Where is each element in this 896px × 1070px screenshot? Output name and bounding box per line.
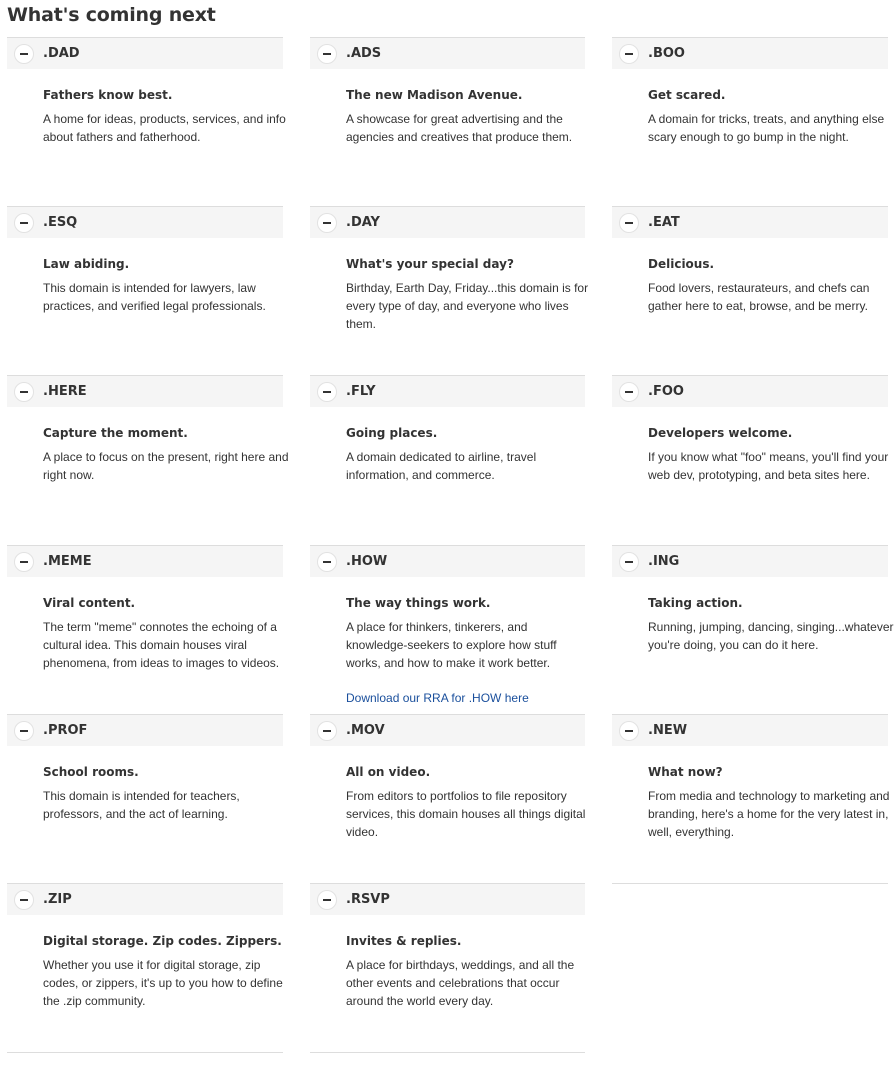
tld-card-boo bbox=[612, 37, 888, 207]
tld-description: Running, jumping, dancing, singing...whatever you're doing, you can do it here. bbox=[648, 620, 894, 652]
collapse-minus-icon[interactable] bbox=[317, 44, 337, 64]
tld-name: .ESQ bbox=[43, 215, 78, 230]
tld-name: .DAY bbox=[346, 215, 380, 230]
tld-description: This domain is intended for lawyers, law practices, and verified legal professionals. bbox=[43, 281, 266, 313]
tld-name: .MEME bbox=[43, 554, 92, 569]
card-header[interactable] bbox=[310, 37, 585, 69]
tld-tagline: Get scared. bbox=[648, 88, 726, 102]
tld-description: Food lovers, restaurateurs, and chefs can gather here to eat, browse, and be merry. bbox=[648, 281, 870, 313]
tld-description: A place to focus on the present, right here and right now. bbox=[43, 450, 289, 482]
collapse-minus-icon[interactable] bbox=[317, 890, 337, 910]
tld-description: If you know what "foo" means, you'll find your web dev, prototyping, and beta sites here. bbox=[648, 450, 889, 482]
collapse-minus-icon[interactable] bbox=[14, 213, 34, 233]
tld-tagline: Capture the moment. bbox=[43, 426, 188, 440]
card-header[interactable] bbox=[612, 37, 888, 69]
tld-description: A showcase for great advertising and the agencies and creatives that produce them. bbox=[346, 112, 573, 144]
tld-tagline: Fathers know best. bbox=[43, 88, 173, 102]
tld-tagline: Viral content. bbox=[43, 596, 136, 610]
tld-card-rsvp bbox=[310, 883, 585, 1053]
card-header[interactable] bbox=[310, 883, 585, 915]
card-header[interactable] bbox=[310, 375, 585, 407]
tld-name: .HERE bbox=[43, 384, 87, 399]
tld-tagline: The way things work. bbox=[346, 596, 491, 610]
card-header[interactable] bbox=[7, 206, 283, 238]
collapse-minus-icon[interactable] bbox=[619, 552, 639, 572]
tld-tagline: Law abiding. bbox=[43, 257, 130, 271]
download-rra-link[interactable]: Download our RRA for .HOW here bbox=[346, 691, 529, 705]
tld-tagline: What's your special day? bbox=[346, 257, 514, 271]
collapse-minus-icon[interactable] bbox=[619, 382, 639, 402]
collapse-minus-icon[interactable] bbox=[619, 44, 639, 64]
collapse-minus-icon[interactable] bbox=[619, 721, 639, 741]
tld-card-prof bbox=[7, 714, 283, 884]
tld-description: A home for ideas, products, services, and info about fathers and fatherhood. bbox=[43, 112, 286, 144]
tld-name: .ZIP bbox=[43, 892, 72, 907]
tld-description: Birthday, Earth Day, Friday...this domain is for every type of day, and everyone who lives them. bbox=[346, 281, 589, 331]
card-header[interactable] bbox=[7, 714, 283, 746]
section-divider bbox=[7, 1052, 283, 1053]
collapse-minus-icon[interactable] bbox=[317, 382, 337, 402]
tld-description: A place for birthdays, weddings, and all the other events and celebrations that occur around the world every day. bbox=[346, 958, 575, 1008]
tld-card-ing bbox=[612, 545, 894, 715]
collapse-minus-icon[interactable] bbox=[14, 552, 34, 572]
card-header[interactable] bbox=[612, 206, 888, 238]
card-header[interactable] bbox=[7, 37, 283, 69]
tld-tagline: Developers welcome. bbox=[648, 426, 793, 440]
tld-card-esq bbox=[7, 206, 283, 376]
tld-tagline: Going places. bbox=[346, 426, 438, 440]
tld-card-new bbox=[612, 714, 888, 884]
tld-card-ads bbox=[310, 37, 585, 207]
tld-tagline: School rooms. bbox=[43, 765, 139, 779]
tld-name: .HOW bbox=[346, 554, 388, 569]
card-header[interactable] bbox=[612, 545, 888, 577]
collapse-minus-icon[interactable] bbox=[14, 44, 34, 64]
tld-card-how bbox=[310, 545, 585, 715]
tld-tagline: Invites & replies. bbox=[346, 934, 462, 948]
collapse-minus-icon[interactable] bbox=[14, 890, 34, 910]
section-divider bbox=[612, 883, 888, 884]
tld-tagline: The new Madison Avenue. bbox=[346, 88, 523, 102]
collapse-minus-icon[interactable] bbox=[317, 721, 337, 741]
tld-card-here bbox=[7, 375, 289, 545]
tld-description: A domain dedicated to airline, travel information, and commerce. bbox=[346, 450, 537, 482]
tld-tagline: All on video. bbox=[346, 765, 431, 779]
tld-tagline: Taking action. bbox=[648, 596, 743, 610]
tld-card-fly bbox=[310, 375, 585, 545]
tld-name: .FOO bbox=[648, 384, 684, 399]
tld-description: Whether you use it for digital storage, zip codes, or zippers, it's up to you how to define the .zip community. bbox=[43, 958, 283, 1008]
tld-card-day bbox=[310, 206, 589, 376]
collapse-minus-icon[interactable] bbox=[14, 721, 34, 741]
collapse-minus-icon[interactable] bbox=[317, 552, 337, 572]
tld-name: .ADS bbox=[346, 46, 382, 61]
tld-description: The term "meme" connotes the echoing of a cultural idea. This domain houses viral phenomena, from ideas to images to videos. bbox=[43, 620, 280, 670]
card-header[interactable] bbox=[7, 545, 283, 577]
tld-card-foo bbox=[612, 375, 888, 545]
tld-name: .ING bbox=[648, 554, 680, 569]
tld-name: .NEW bbox=[648, 723, 688, 738]
card-header[interactable] bbox=[7, 375, 283, 407]
card-header[interactable] bbox=[7, 883, 283, 915]
tld-description: This domain is intended for teachers, professors, and the act of learning. bbox=[43, 789, 240, 821]
tld-tagline: What now? bbox=[648, 765, 723, 779]
collapse-minus-icon[interactable] bbox=[14, 382, 34, 402]
tld-card-eat bbox=[612, 206, 888, 376]
tld-name: .BOO bbox=[648, 46, 685, 61]
tld-tagline: Delicious. bbox=[648, 257, 715, 271]
tld-name: .DAD bbox=[43, 46, 80, 61]
tld-description: A place for thinkers, tinkerers, and knowledge-seekers to explore how stuff works, and how to make it work better. bbox=[346, 620, 557, 670]
tld-description: A domain for tricks, treats, and anything else scary enough to go bump in the night. bbox=[648, 112, 885, 144]
tld-name: .PROF bbox=[43, 723, 88, 738]
collapse-minus-icon[interactable] bbox=[317, 213, 337, 233]
tld-description: From editors to portfolios to file repository services, this domain houses all things digital video. bbox=[346, 789, 586, 839]
tld-name: .RSVP bbox=[346, 892, 390, 907]
page-title: What's coming next bbox=[7, 4, 216, 26]
section-divider bbox=[310, 1052, 585, 1053]
tld-card-zip bbox=[7, 883, 283, 1053]
card-header[interactable] bbox=[310, 545, 585, 577]
card-header[interactable] bbox=[612, 714, 888, 746]
collapse-minus-icon[interactable] bbox=[619, 213, 639, 233]
tld-name: .FLY bbox=[346, 384, 376, 399]
card-header[interactable] bbox=[612, 375, 888, 407]
card-header[interactable] bbox=[310, 714, 585, 746]
tld-description: From media and technology to marketing and branding, here's a home for the very latest in, well, everything. bbox=[648, 789, 890, 839]
tld-name: .MOV bbox=[346, 723, 385, 738]
tld-name: .EAT bbox=[648, 215, 680, 230]
card-header[interactable] bbox=[310, 206, 585, 238]
tld-card-mov bbox=[310, 714, 585, 884]
tld-card-meme bbox=[7, 545, 283, 715]
tld-tagline: Digital storage. Zip codes. Zippers. bbox=[43, 934, 282, 948]
tld-card-dad bbox=[7, 37, 286, 207]
